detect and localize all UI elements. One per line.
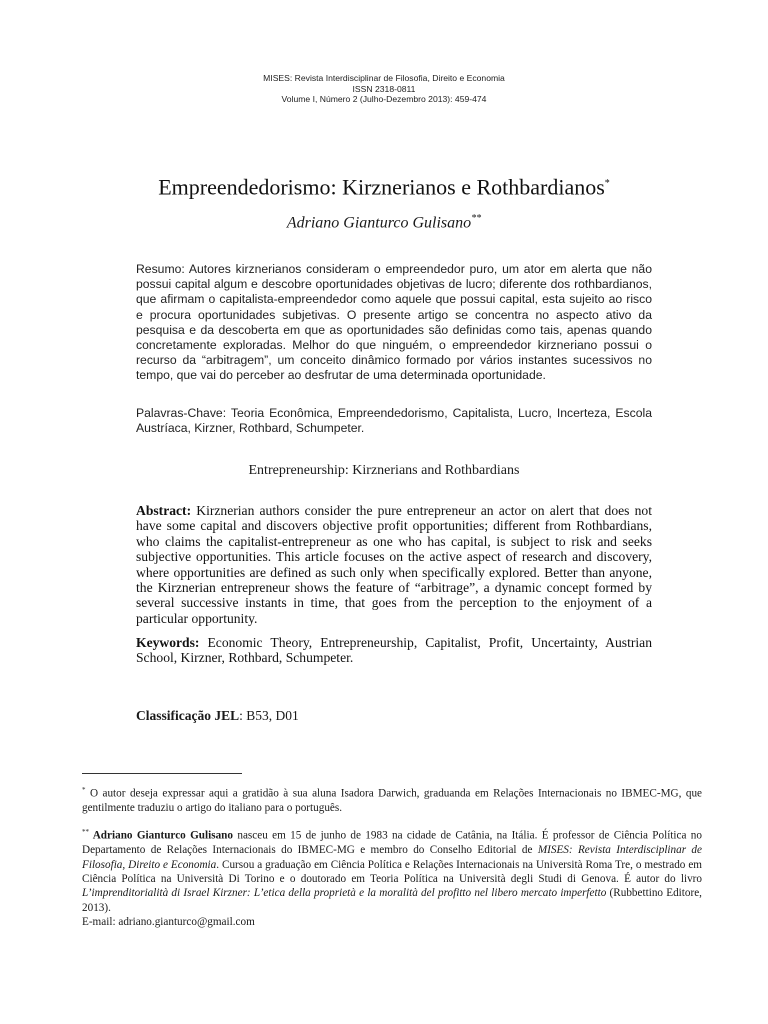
resumo-paragraph <box>136 262 652 384</box>
english-title: Entrepreneurship: Kirznerians and Rothbardians <box>248 463 520 478</box>
footnote-1-mark: * <box>82 786 86 794</box>
palavras-chave-text: : Teoria Econômica, Empreendedorismo, Capitalista, Lucro, Incerteza, Escola Austríaca, Kirzner, Rothbard, Schumpeter. <box>136 406 652 436</box>
jel-classification <box>136 707 299 724</box>
journal-header <box>0 73 768 105</box>
abstract-text: Kirznerian authors consider the pure entrepreneur an actor on alert that does not have some capital and discovers objective profit opportunities; different from Rothbardians, who claims the capitalist-entrepreneur as one who has capital, is subject to risk and seeks subjective opportunities. This article focuses on the active aspect of research and discovery, where opportunities are defined as such only when specifically explored. Better than anyone, the Kirznerian entrepreneur shows the feature of “arbitrage”, a dynamic concept formed by several successive instants in time, that goes from the perception to the enjoyment of a particular opportunity. <box>136 503 652 626</box>
journal-volume: Volume I, Número 2 (Julho-Dezembro 2013): 459-474 <box>281 94 487 105</box>
footnote-2-author: Adriano Gianturco Gulisano <box>89 829 233 842</box>
abstract-paragraph <box>136 503 652 626</box>
author-footnote-mark: ** <box>471 213 482 224</box>
jel-codes: : B53, D01 <box>239 708 299 723</box>
footnote-2-journal: MISES: Revista Interdisciplinar de Filosofia, Direito e Economia <box>82 844 702 871</box>
resumo-text: : Autores kirznerianos consideram o empreendedor puro, um ator em alerta que não possui capital algum e descobre oportunidades objetivas de lucro; diferente dos rothbardianos, que afirmam o capitalista-empreendedor como aquele que possui capital, esta sujeito ao risco e procura oportunidades subjetivas. O presente artigo se concentra no aspecto ativo da pesquisa e da descoberta em que as oportunidades são definidas como tais, apenas quando concretamente exploradas. Melhor do que ninguém, o empreendedor kirzneriano possui o recurso da “arbitragem”, um conceito dinâmico formado por vários instantes sucessivos no tempo, que vai do perceber ao desfrutar de uma determinada oportunidade. <box>136 262 652 383</box>
footnote-2-text-a: nasceu em 15 de junho de 1983 na cidade de Catânia, na Itália. É professor de Ciência Política no Departamento de Relações Internacionais do IBMEC-MG e membro do Conselho Editorial de <box>82 829 702 857</box>
keywords-text: Economic Theory, Entrepreneurship, Capitalist, Profit, Uncertainty, Austrian School, Kirzner, Rothbard, Schumpeter. <box>136 635 652 666</box>
footnote-2-mark: ** <box>82 828 89 836</box>
title-footnote-mark: * <box>604 178 610 189</box>
footnote-1-text: O autor deseja expressar aqui a gratidão à sua aluna Isadora Darwich, graduanda em Relações Internacionais no IBMEC-MG, que gentilmente traduziu o artigo do italiano para o português. <box>82 787 702 815</box>
author-name: Adriano Gianturco Gulisano <box>286 214 472 232</box>
footnote-divider <box>82 773 242 774</box>
journal-name: MISES: Revista Interdisciplinar de Filosofia, Direito e Economia <box>263 73 505 83</box>
palavras-chave-paragraph <box>136 406 652 436</box>
footnote-2-book: L’imprenditorialità di Israel Kirzner: L’etica della proprietà e la moralità del profitto nel libero mercato imperfetto <box>82 887 607 900</box>
keywords-paragraph <box>136 635 652 666</box>
article-title <box>0 170 768 201</box>
abstract-label: Abstract: <box>136 503 192 518</box>
journal-issn: ISSN 2318-0811 <box>352 83 416 94</box>
footnote-2 <box>82 825 702 930</box>
footnote-1 <box>82 783 702 816</box>
palavras-chave-label: Palavras-Chave <box>136 406 223 420</box>
resumo-label: Resumo <box>136 262 182 276</box>
author-email: E-mail: adriano.gianturco@gmail.com <box>82 916 255 929</box>
footnote-2-text-b: . Cursou a graduação em Ciência Política e Relações Internacionais na Università Roma Tre, o mestrado em Ciência Política na Università Di Torino e o doutorado em Teoria Política na Università degli Studi di Genova. É autor do livro <box>82 858 702 885</box>
keywords-label: Keywords: <box>136 635 200 650</box>
title-text: Empreendedorismo: Kirznerianos e Rothbardianos <box>158 174 605 200</box>
article-author <box>0 209 768 233</box>
footnote-2-text-c: (Rubbettino Editore, 2013). <box>82 887 702 914</box>
jel-label: Classificação JEL <box>136 708 240 723</box>
